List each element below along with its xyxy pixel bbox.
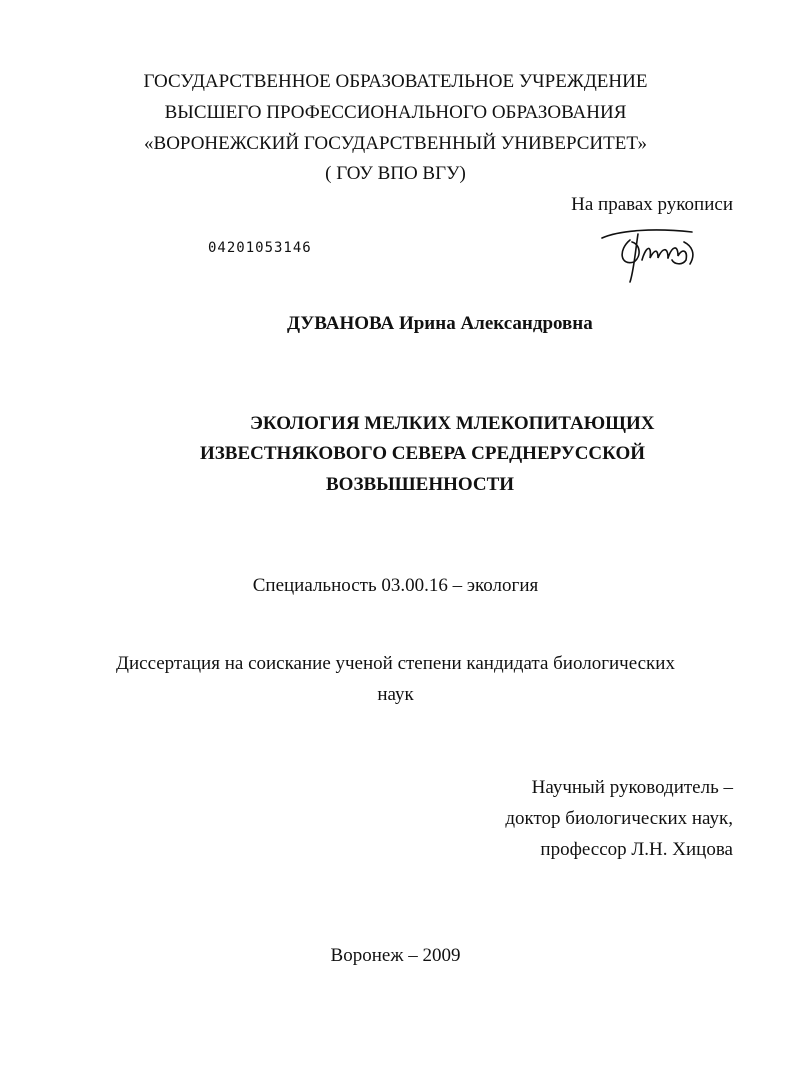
dissertation-line-2: наук: [377, 684, 414, 705]
title-line-2: ИЗВЕСТНЯКОВОГО СЕВЕРА СРЕДНЕРУССКОЙ: [200, 443, 646, 464]
dissertation-line-1: Диссертация на соискание ученой степени кандидата биологических: [116, 653, 675, 674]
document-number: 04201053146: [208, 240, 312, 256]
title-line-1: ЭКОЛОГИЯ МЕЛКИХ МЛЕКОПИТАЮЩИХ: [250, 413, 655, 434]
manuscript-rights-note: На правах рукописи: [571, 194, 733, 215]
supervisor-line-2: доктор биологических наук,: [505, 808, 733, 829]
place-and-year: Воронеж – 2009: [330, 945, 461, 966]
author-name: ДУВАНОВА Ирина Александровна: [287, 313, 593, 334]
institution-abbreviation: ( ГОУ ВПО ВГУ): [325, 163, 466, 184]
supervisor-line-1: Научный руководитель –: [531, 777, 733, 798]
supervisor-line-3: профессор Л.Н. Хицова: [540, 839, 733, 860]
institution-line-1: ГОСУДАРСТВЕННОЕ ОБРАЗОВАТЕЛЬНОЕ УЧРЕЖДЕНИЕ: [143, 71, 648, 92]
institution-line-2: ВЫСШЕГО ПРОФЕССИОНАЛЬНОГО ОБРАЗОВАНИЯ: [164, 102, 627, 123]
institution-line-3: «ВОРОНЕЖСКИЙ ГОСУДАРСТВЕННЫЙ УНИВЕРСИТЕТ»: [144, 133, 647, 154]
title-line-3: ВОЗВЫШЕННОСТИ: [326, 474, 515, 495]
signature: [600, 220, 700, 284]
specialty: Специальность 03.00.16 – экология: [252, 575, 539, 596]
